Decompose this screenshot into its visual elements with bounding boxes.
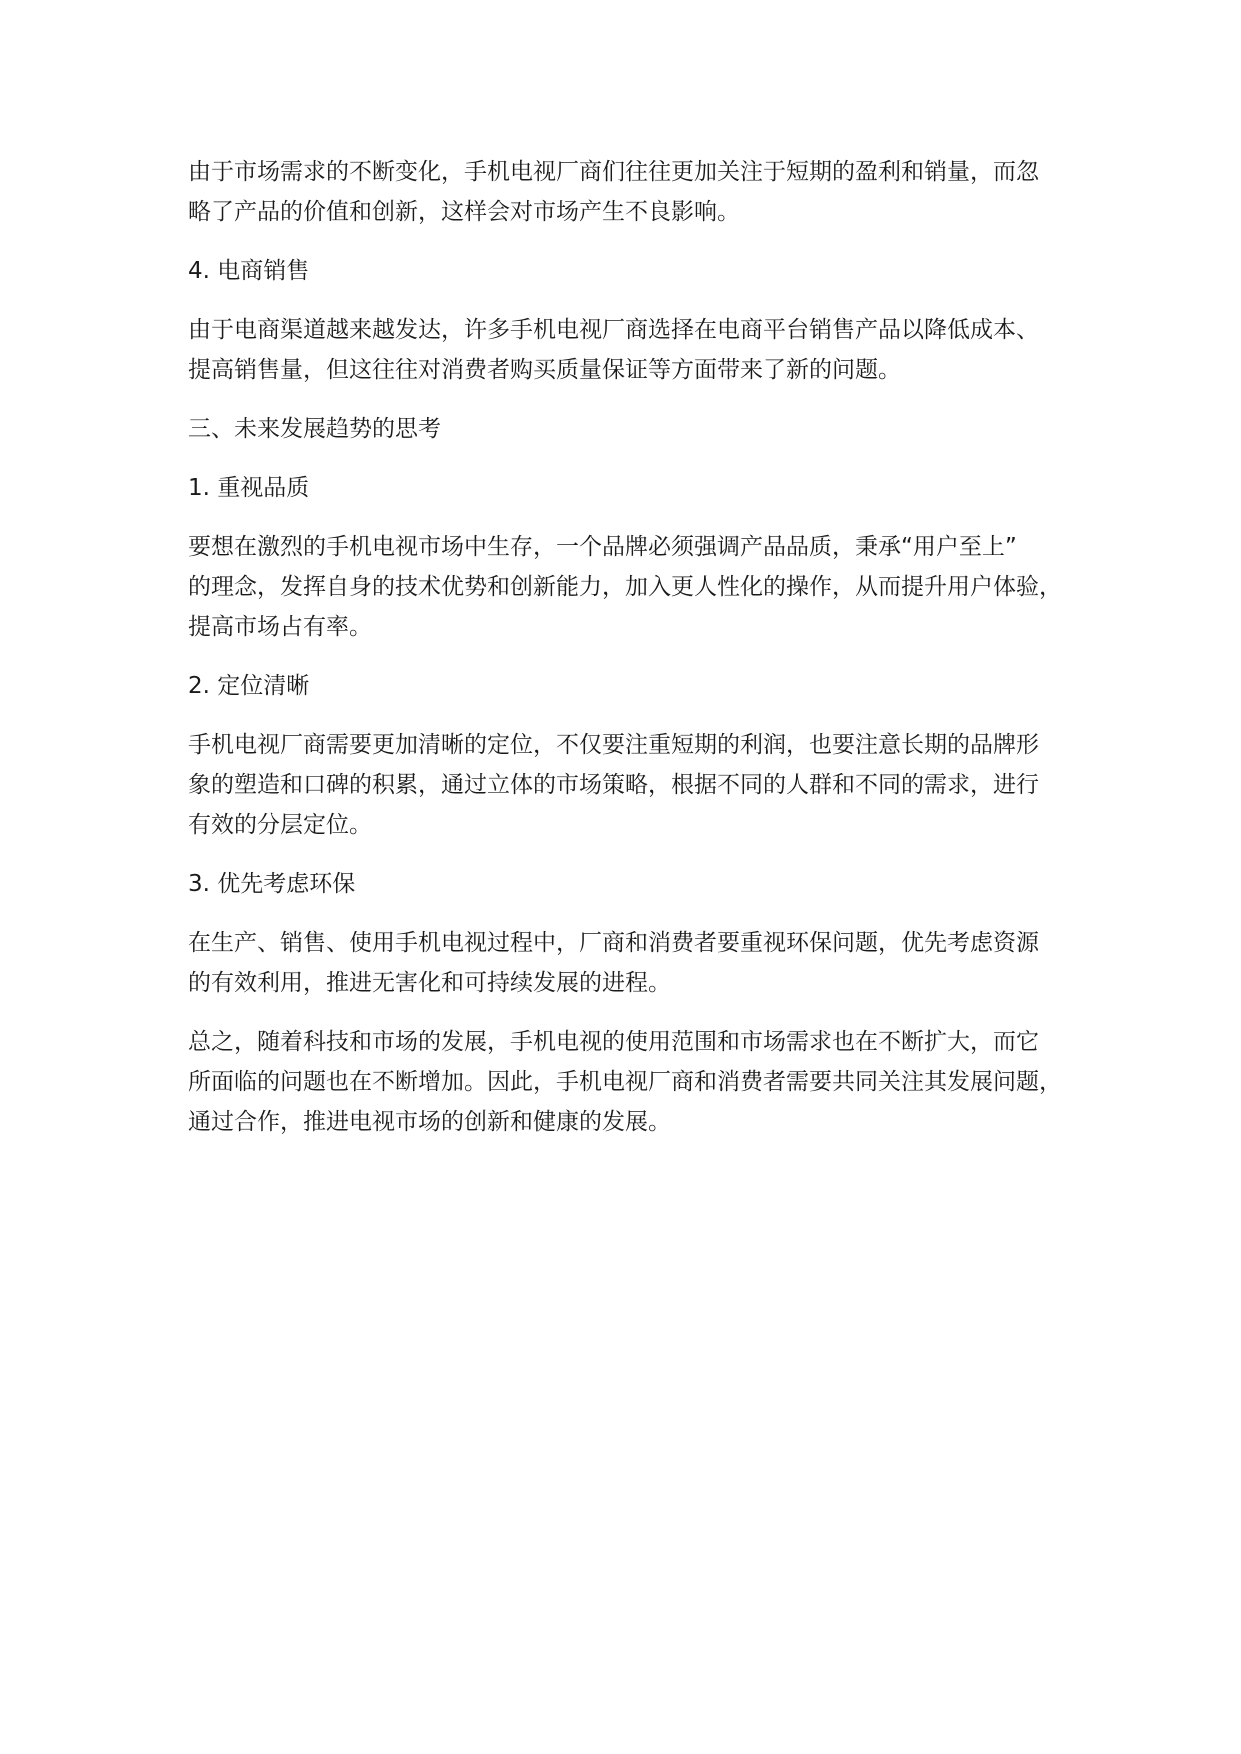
text-line: 总之，随着科技和市场的发展，手机电视的使用范围和市场需求也在不断扩大，而它 bbox=[188, 1029, 1039, 1055]
paragraph-ecommerce bbox=[188, 310, 1078, 390]
text-line: 要想在激烈的手机电视市场中生存，一个品牌必须强调产品品质，秉承“用户至上” bbox=[188, 534, 1017, 560]
paragraph-positioning bbox=[188, 725, 1078, 845]
heading-value-quality bbox=[188, 468, 1078, 508]
paragraph-quality bbox=[188, 527, 1078, 647]
text-line: 有效的分层定位。 bbox=[188, 812, 372, 838]
heading-text: 3. 优先考虑环保 bbox=[188, 871, 356, 897]
paragraph-market-demand bbox=[188, 152, 1078, 232]
text-line: 通过合作，推进电视市场的创新和健康的发展。 bbox=[188, 1109, 671, 1135]
text-line: 由于电商渠道越来越发达，许多手机电视厂商选择在电商平台销售产品以降低成本、 bbox=[188, 317, 1039, 343]
heading-text: 三、未来发展趋势的思考 bbox=[188, 416, 441, 442]
text-line: 在生产、销售、使用手机电视过程中，厂商和消费者要重视环保问题，优先考虑资源 bbox=[188, 930, 1039, 956]
heading-text: 1. 重视品质 bbox=[188, 475, 310, 501]
heading-text: 4. 电商销售 bbox=[188, 258, 310, 284]
text-line: 的有效利用，推进无害化和可持续发展的进程。 bbox=[188, 970, 671, 996]
text-line: 手机电视厂商需要更加清晰的定位，不仅要注重短期的利润，也要注意长期的品牌形 bbox=[188, 732, 1039, 758]
text-line: 所面临的问题也在不断增加。因此，手机电视厂商和消费者需要共同关注其发展问题， bbox=[188, 1069, 1062, 1095]
text-line: 提高销售量，但这往往对消费者购买质量保证等方面带来了新的问题。 bbox=[188, 357, 901, 383]
document-body bbox=[188, 152, 1078, 1161]
text-line: 象的塑造和口碑的积累，通过立体的市场策略，根据不同的人群和不同的需求，进行 bbox=[188, 772, 1039, 798]
heading-future-trends bbox=[188, 409, 1078, 449]
paragraph-conclusion bbox=[188, 1022, 1078, 1142]
heading-text: 2. 定位清晰 bbox=[188, 673, 310, 699]
heading-environment-first bbox=[188, 864, 1078, 904]
text-line: 略了产品的价值和创新，这样会对市场产生不良影响。 bbox=[188, 199, 740, 225]
heading-clear-positioning bbox=[188, 666, 1078, 706]
text-line: 提高市场占有率。 bbox=[188, 614, 372, 640]
heading-ecommerce-sales bbox=[188, 251, 1078, 291]
text-line: 的理念，发挥自身的技术优势和创新能力，加入更人性化的操作，从而提升用户体验， bbox=[188, 574, 1062, 600]
paragraph-environment bbox=[188, 923, 1078, 1003]
text-line: 由于市场需求的不断变化，手机电视厂商们往往更加关注于短期的盈利和销量，而忽 bbox=[188, 159, 1039, 185]
